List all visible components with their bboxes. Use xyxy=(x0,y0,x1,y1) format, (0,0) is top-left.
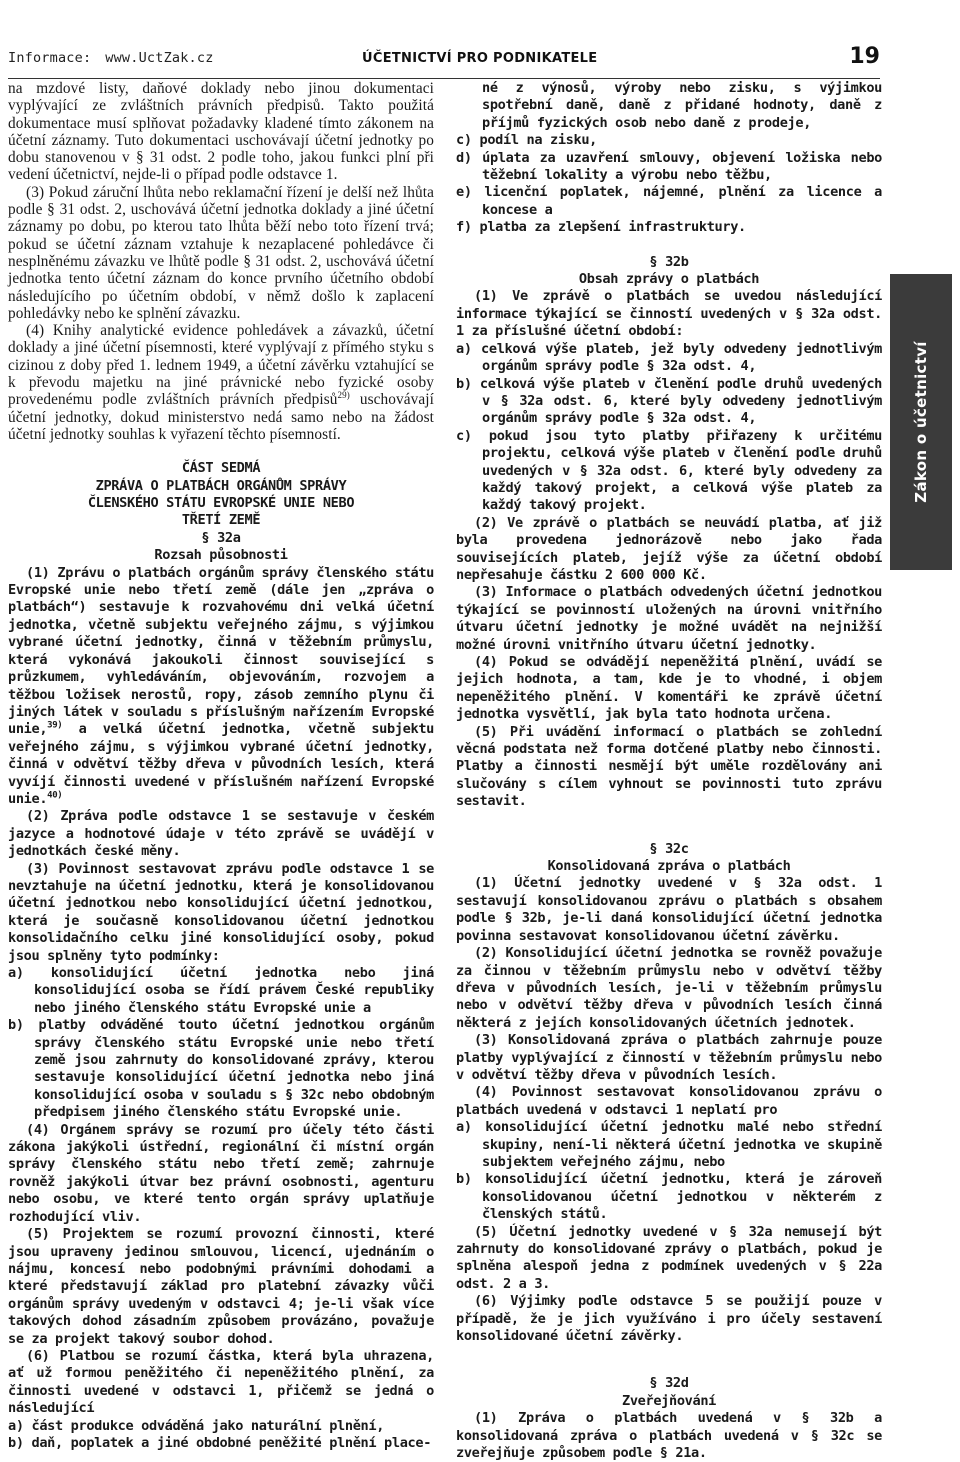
footnote-ref: 39) xyxy=(47,720,63,731)
section-title: Konsolidovaná zpráva o platbách xyxy=(547,858,791,875)
section-title: Rozsah působnosti xyxy=(154,547,288,564)
paragraph: (3) Konsolidovaná zpráva o platbách zahrnuje pouze platby vyplývající z činností v těžebním průmyslu nebo v odvětví těžby dřeva v původních lesích. xyxy=(456,1032,882,1083)
paragraph: (2) Zpráva podle odstavce 1 se sestavuje v českém jazyce a hodnotové údaje v této zprávě se uvádějí v jednotkách české měny. xyxy=(8,808,434,860)
paragraph: (4) Orgánem správy se rozumí pro účely této části zákona jakýkoli ústřední, regionální či místní orgán správy členského státu nebo třetí země; zahrnuje rovněž jakýkoli útvar bez právní osobnosti, agenturu nebo osobu, ve které tento orgán správy uplatňuje rozhodující vliv. xyxy=(8,1121,434,1225)
paragraph: (1) Ve zprávě o platbách se uvedou následující informace týkající se činností uvedených v § 32a odst. 1 za příslušné účetní období: xyxy=(456,288,882,340)
paragraph xyxy=(8,322,434,443)
list-item: a) část produkce odváděná jako naturální plnění, xyxy=(8,1417,385,1434)
paragraph-text: a velká účetní jednotka, včetně subjektu veřejného zájmu, s výjimkou vybrané účetní jednotky, činná v odvětví těžby dřeva v původních lesích, která vyvíjí činnosti uvedené v příslušném nařízení Evropské unie. xyxy=(8,721,434,807)
header-rule xyxy=(8,78,880,79)
list-item: b) platby odváděné touto účetní jednotkou orgánům správy členského státu Evropské unie nebo třetí země jsou zahrnuty do konsolidované zprávy, kterou sestavuje konsolidující účetní jednotka nebo jiná konsolidující osoba v souladu s § 32c nebo obdobným předpisem jiného členského státu Evropské unie. xyxy=(8,1017,434,1121)
footnote-ref: 29) xyxy=(337,390,350,401)
header-label: Informace: xyxy=(8,50,92,66)
part-heading: ZPRÁVA O PLATBÁCH ORGÁNŮM SPRÁVY xyxy=(95,477,347,494)
paragraph: (2) Ve zprávě o platbách se neuvádí platba, ať již byla provedena jednorázově nebo jako řada souvisejících plateb, jejíž výše za účetní období nepřesahuje částku 2 600 000 Kč. xyxy=(456,514,882,583)
right-column xyxy=(456,80,882,1462)
list-item: c) podíl na zisku, xyxy=(456,132,598,149)
list-item: a) konsolidující účetní jednotka nebo jiná konsolidující osoba se řídí právem České republiky nebo jiného členského státu Evropské unie a xyxy=(8,965,434,1016)
section-title: Obsah zprávy o platbách xyxy=(578,271,760,288)
header-url[interactable]: www.UctZak.cz xyxy=(105,50,214,66)
header-info xyxy=(8,50,214,66)
paragraph-text: (1) Zprávu o platbách orgánům správy členského státu Evropské unie nebo třetí země (dále jen „zpráva o platbách“) sestavuje k rozvahovému dni velká účetní jednotka, včetně subjektu veřejného zájmu, s výjimkou vybrané účetní jednotky, činná v těžebním průmyslu, která vykonává jakoukoli činnost související s průzkumem, vyhledáváním, objevováním, rozvojem a těžbou ložisek nerostů, ropy, zásob zemního plynu či jiných látek v souladu s příslušným nařízením Evropské unie, xyxy=(8,564,434,738)
section-tab-label: Zákon o účetnictví xyxy=(912,341,930,503)
section-number: § 32c xyxy=(649,840,689,857)
paragraph: (4) Povinnost sestavovat konsolidovanou zprávu o platbách uvedená v odstavci 1 neplatí pro xyxy=(456,1084,882,1118)
list-item: e) licenční poplatek, nájemné, plnění za licence a koncese a xyxy=(456,184,882,218)
paragraph xyxy=(8,565,434,809)
paragraph-text: (4) Knihy analytické evidence pohledávek a závazků, účetní doklady a jiné účetní písemnosti, které vyplývají z přímého styku s cizinou z doby před 1. lednem 1949, a účetní závěrku vztahující se k převodu majetku na jiné právnické nebo fyzické osoby provedenému podle zvláštních právních předpisů xyxy=(8,322,434,409)
part-seven xyxy=(8,460,434,1452)
part-heading: TŘETÍ ZEMĚ xyxy=(181,512,261,529)
continued-section xyxy=(8,80,434,443)
section-number: § 32b xyxy=(649,253,689,270)
paragraph: na mzdové listy, daňové doklady nebo jinou dokumentaci vyplývající ze zvláštních právních předpisů. Takto použitá dokumentace musí splňovat požadavky kladené tímto zákonem na účetní záznamy. Tuto dokumentaci uschovávají účetní jednotky po dobu stanovenou v § 31 odst. 2 podle toho, jakou funkci plní při vedení účetnictví, nejde-li o případ podle odstavce 1. xyxy=(8,80,434,184)
paragraph: (6) Výjimky podle odstavce 5 se použijí pouze v případě, že je jich využíváno i pro účely sestavení konsolidované účetní závěrky. xyxy=(456,1293,882,1345)
list-item: d) úplata za uzavření smlouvy, objevení ložiska nebo těžební lokality a výrobu nebo těžbu, xyxy=(456,149,882,184)
part-heading: ČLENSKÉHO STÁTU EVROPSKÉ UNIE NEBO xyxy=(87,495,355,512)
list-item-continued: né z výnosů, výroby nebo zisku, s výjimkou spotřební daně, daně z přidané hodnoty, daně z příjmů fyzických osob nebo daně z prodeje, xyxy=(482,80,882,131)
list-item: b) daň, poplatek a jiné obdobné peněžité plnění place- xyxy=(8,1434,432,1451)
paragraph: (2) Konsolidující účetní jednotka se rovněž považuje za činnou v těžebním průmyslu nebo v odvětví těžby dřeva v původních lesích, je-li v těžebním průmyslu nebo v odvětví těžby dřeva v původních lesích činná některá z jejích konsolidovaných účetních jednotek. xyxy=(456,945,882,1031)
paragraph: (5) Projektem se rozumí provozní činnosti, které jsou upraveny jedinou smlouvou, licencí, ujednáním o nájmu, koncesí nebo podobnými právními dohodami a které představují základ pro platební závazky vůči orgánům správy uvedeným v odstavci 4; je-li však více takových dohod zásadním způsobem provázáno, považuje se za projekt takový soubor dohod. xyxy=(8,1226,434,1347)
left-column xyxy=(8,80,434,1452)
footnote-ref: 40) xyxy=(47,790,63,801)
paragraph-text: uschovávají účetní jednotky, dokud ministerstvo nedá samo nebo na žádost účetní jednotky souhlas k vyřazení těchto písemností. xyxy=(8,391,434,443)
paragraph: (3) Povinnost sestavovat zprávu podle odstavce 1 se nevztahuje na účetní jednotku, která je konsolidovanou účetní jednotkou nebo konsolidující účetní jednotkou, která je současně konsolidovanou účetní jednotkou konsolidačního celku jiné konsolidující osoby, pokud jsou splněny tyto podmínky: xyxy=(8,860,434,964)
paragraph: (1) Zpráva o platbách uvedená v § 32b a konsolidovaná zpráva o platbách uvedená v § 32c se zveřejňuje způsobem podle § 21a. xyxy=(456,1410,882,1462)
paragraph: (4) Pokud se odvádějí nepeněžitá plnění, uvádí se jejich hodnota, a tam, kde je to vhodné, i objem nepeněžitého plnění. V komentáři ke zprávě účetní jednotka vysvětlí, jak byla tato hodnota určena. xyxy=(456,654,882,723)
page-number: 19 xyxy=(849,44,880,69)
paragraph: (5) Účetní jednotky uvedené v § 32a nemusejí být zahrnuty do konsolidované zprávy o platbách, pokud je splněna alespoň jedna z podmínek uvedených v § 22a odst. 2 a 3. xyxy=(456,1223,882,1292)
list-item: a) konsolidující účetní jednotku malé nebo střední skupiny, není-li některá účetní jednotka ve skupině subjektem veřejného zájmu, nebo xyxy=(456,1119,882,1170)
list-item: c) pokud jsou tyto platby přiřazeny k určitému projektu, celková výše plateb v členění podle druhů uvedených v § 32a odst. 6, které byly odvedeny za každý takový projekt, a celková výše plateb za každý takový projekt. xyxy=(456,427,882,514)
list-item: f) platba za zlepšení infrastruktury. xyxy=(456,219,746,236)
list-item: b) konsolidující účetní jednotku, která je zároveň konsolidovanou účetní jednotkou v některém z členských států. xyxy=(456,1171,882,1223)
paragraph: (3) Pokud záruční lhůta nebo reklamační řízení je delší než lhůta podle § 31 odst. 2, uschovává účetní jednotka doklady a jiné účetní záznamy po dobu, po kterou tato lhůta běží nebo toto řízení trvá; pokud se účetní záznam vztahuje k nezaplacené pohledávce či nesplněnému závazku ve lhůtě podle § 31 odst. 2, uschovává účetní jednotka tento účetní záznam do konce prvního účetního období následujícího po účetním období, v němž došlo k zaplacení pohledávky nebo ke splnění závazku. xyxy=(8,183,434,322)
paragraph: (6) Platbou se rozumí částka, která byla uhrazena, ať už formou peněžitého či nepeněžitého plnění, za činnosti uvedené v odstavci 1, přičemž se jedná o následující xyxy=(8,1347,434,1417)
journal-title: ÚČETNICTVÍ PRO PODNIKATELE xyxy=(362,51,598,66)
section-number: § 32d xyxy=(649,1375,689,1392)
paragraph: (3) Informace o platbách odvedených účetní jednotkou týkající se povinností uložených na úrovni vnitřního útvaru účetní jednotky je možné uvádět na nejnižší možné úrovni vnitřního útvaru účetní jednotky. xyxy=(456,584,882,653)
list-item: a) celková výše plateb, jež byly odvedeny jednotlivým orgánům správy podle § 32a odst. 4, xyxy=(456,340,882,375)
page-header xyxy=(0,44,960,74)
paragraph: (1) Účetní jednotky uvedené v § 32a odst. 1 sestavují konsolidovanou zprávu o platbách s obsahem podle § 32b, je-li daná konsolidující účetní jednotka povinna sestavovat konsolidovanou účetní závěrku. xyxy=(456,875,882,944)
section-tab xyxy=(890,274,952,570)
section-number: § 32a xyxy=(201,529,241,546)
paragraph: (5) Při uvádění informací o platbách se zohlední věcná podstata než forma dotčené platby nebo činnosti. Platby a činnosti nesmějí být uměle rozdělovány ani slučovány s cílem vyhnout se povinnosti tuto zprávu sestavit. xyxy=(456,723,882,810)
part-title: ČÁST SEDMÁ xyxy=(181,460,261,477)
section-title: Zveřejňování xyxy=(621,1392,716,1409)
list-item: b) celková výše plateb v členění podle druhů uvedených v § 32a odst. 6, které byly odvedeny jednotlivým orgánům správy podle § 32a odst. 4, xyxy=(456,375,882,427)
